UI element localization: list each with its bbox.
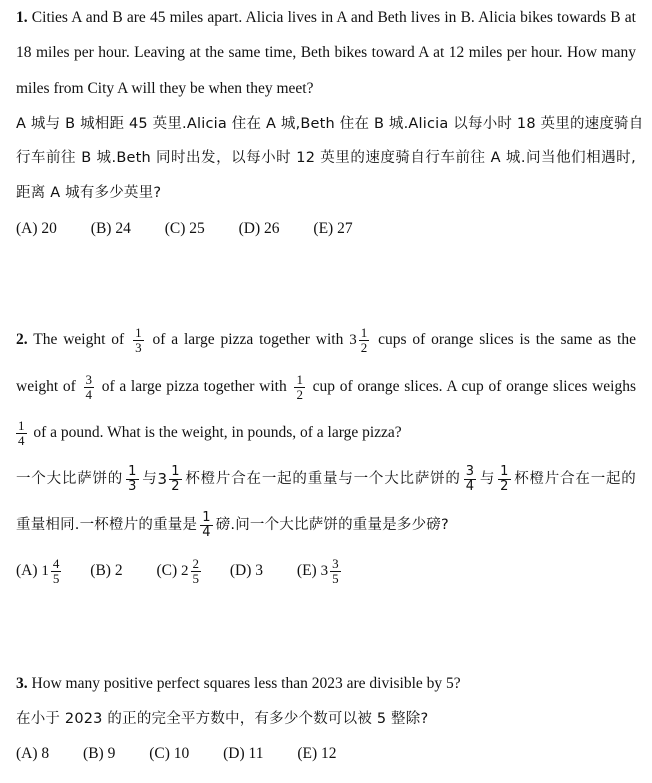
- p2-en-c1: of a pound. What is the weight, in pounds, of a large pizza?: [33, 424, 402, 441]
- p3-choices: [16, 744, 367, 764]
- zh-fraction-one-fourth: $\frac{1}{4}$: [202, 509, 211, 540]
- p3-choice-d: (D) 11: [223, 745, 264, 762]
- fraction-one-fourth: $\frac{1}{4}$: [18, 417, 25, 448]
- p1-number: 1.: [16, 9, 28, 26]
- p3-en-line-1: [16, 674, 461, 694]
- p2-zh-line-1: [16, 462, 636, 496]
- p1-zh-line-2: 行车前往 B 城.Beth 同时出发，以每小时 12 英里的速度骑自行车前往 A 城.问当他们相遇时,: [16, 150, 636, 166]
- p1-choice-c: (C) 25: [164, 220, 205, 237]
- p3-choice-e: (E) 12: [297, 745, 337, 762]
- zh-mixed-three-and-half: 3 $\frac{1}{2}$: [157, 463, 180, 494]
- zh-fraction-one-third: $\frac{1}{3}$: [128, 463, 137, 494]
- fraction-three-fourths: $\frac{3}{4}$: [85, 371, 92, 402]
- p1-en-line-2: 18 miles per hour. Leaving at the same time, Beth bikes toward A at 12 miles per hour. How many: [16, 44, 636, 61]
- p2-en-b3: cup of orange slices. A cup of orange slices weighs: [312, 378, 636, 395]
- p3-number: 3.: [16, 675, 28, 692]
- p2-number: 2.: [16, 331, 28, 348]
- p1-choice-b: (B) 24: [90, 220, 131, 237]
- p2-en-a2: of a large pizza together with: [152, 331, 344, 348]
- p2-zh-b2: 磅.问一个大比萨饼的重量是多少磅?: [215, 517, 449, 533]
- p1-zh-line-1: A 城与 B 城相距 45 英里.Alicia 住在 A 城,Beth 住在 B 城.Alicia 以每小时 18 英里的速度骑自: [16, 116, 644, 132]
- p2-en-line-3: [16, 416, 402, 450]
- p2-en-line-2: [16, 370, 636, 404]
- p2-zh-a3: 杯橙片合在一起的重量与一个大比萨饼的: [184, 471, 461, 487]
- p1-choice-a: (A) 20: [16, 220, 57, 237]
- p2-choices: [16, 554, 344, 588]
- p2-zh-a4: 与: [479, 471, 496, 487]
- p2-zh-line-2: [16, 508, 449, 542]
- p1-zh-line-3: 距离 A 城有多少英里?: [16, 185, 162, 201]
- p2-choice-c: (C) 2 $\frac{2}{5}$: [156, 555, 199, 586]
- p1-choice-d: (D) 26: [238, 220, 280, 237]
- p2-zh-b1: 重量相同.一杯橙片的重量是: [16, 517, 198, 533]
- p2-en-a1: The weight of: [33, 331, 125, 348]
- p2-en-b2: of a large pizza together with: [101, 378, 287, 395]
- p3-choice-a: (A) 8: [16, 745, 50, 762]
- p2-choice-d: (D) 3: [229, 562, 264, 579]
- p3-zh-line-1: 在小于 2023 的正的完全平方数中，有多少个数可以被 5 整除?: [16, 711, 429, 727]
- p3-choice-b: (B) 9: [83, 745, 116, 762]
- p2-zh-a1: 一个大比萨饼的: [16, 471, 124, 487]
- p1-choices: [16, 219, 383, 239]
- p2-choice-e: (E) 3 $\frac{3}{5}$: [296, 555, 339, 586]
- fraction-one-third: $\frac{1}{3}$: [135, 324, 142, 355]
- p2-zh-a5: 杯橙片合在一起的: [513, 471, 637, 487]
- p2-choice-b: (B) 2: [90, 562, 123, 579]
- p3-choice-c: (C) 10: [149, 745, 190, 762]
- p1-choice-e: (E) 27: [313, 220, 353, 237]
- p1-en-text-1: Cities A and B are 45 miles apart. Alicia lives in A and Beth lives in B. Alicia bikes towards B at: [31, 9, 636, 26]
- p2-en-b1: weight of: [16, 378, 76, 395]
- fraction-one-half: $\frac{1}{2}$: [296, 371, 303, 402]
- p2-zh-a2: 与: [141, 471, 158, 487]
- p1-en-line-3: miles from City A will they be when they meet?: [16, 80, 314, 97]
- zh-fraction-one-half: $\frac{1}{2}$: [500, 463, 509, 494]
- p2-en-line-1: [16, 323, 636, 357]
- zh-fraction-three-fourths: $\frac{3}{4}$: [465, 463, 475, 494]
- p2-en-a3: cups of orange slices is the same as the: [378, 331, 636, 348]
- p1-en-line-1: [16, 8, 636, 28]
- p2-choice-a: (A) 1 $\frac{4}{5}$: [16, 555, 60, 586]
- mixed-three-and-half: 3 $\frac{1}{2}$: [349, 324, 368, 355]
- p3-en-text-1: How many positive perfect squares less than 2023 are divisible by 5?: [31, 675, 461, 692]
